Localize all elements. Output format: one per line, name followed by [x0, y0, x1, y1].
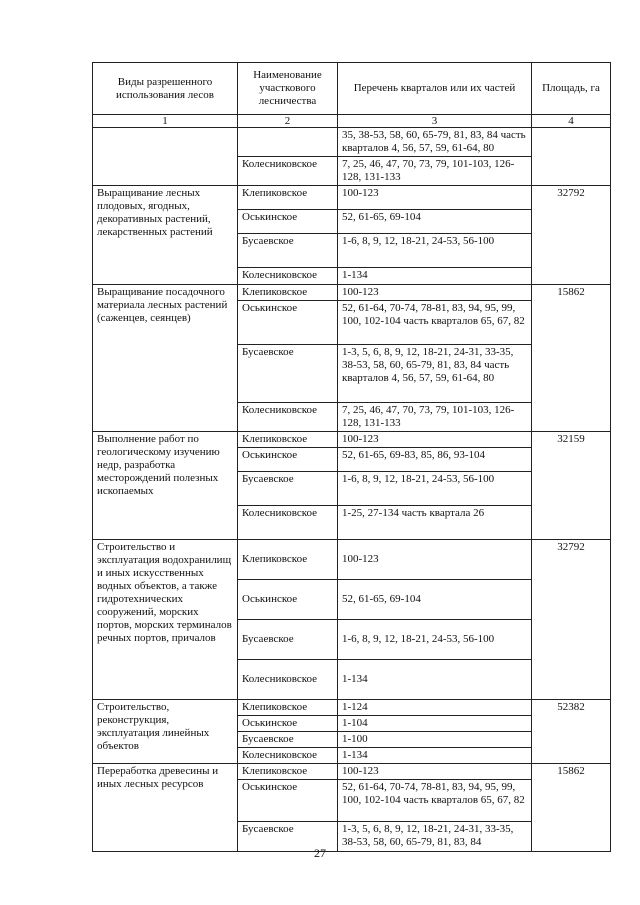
continuation-row: [93, 128, 611, 157]
header-forestry: Наименование участкового лесничества: [238, 63, 338, 115]
area-cell: 32159: [532, 432, 611, 540]
forestry-cell: Клепиковское: [238, 285, 338, 301]
table-row: [93, 186, 611, 210]
quarters-cell: 1-134: [338, 748, 532, 764]
forestry-cell: Оськинское: [238, 580, 338, 620]
quarters-cell: 52, 61-64, 70-74, 78-81, 83, 94, 95, 99, 100, 102-104 часть кварталов 65, 67, 82: [338, 780, 532, 822]
table-row: [93, 285, 611, 301]
continued-use-cell: [93, 128, 238, 186]
quarters-cell: 1-6, 8, 9, 12, 18-21, 24-53, 56-100: [338, 472, 532, 506]
table-row: [93, 700, 611, 716]
use-type-cell: Переработка древесины и иных лесных ресурсов: [93, 764, 238, 852]
table-row: [93, 764, 611, 780]
forestry-cell: Колесниковское: [238, 403, 338, 432]
forestry-cell: Бусаевское: [238, 234, 338, 268]
forestry-cell: Клепиковское: [238, 764, 338, 780]
quarters-cell: 1-134: [338, 660, 532, 700]
continued-area-cell: [532, 128, 611, 186]
use-type-cell: Строительство, реконструкция, эксплуатация линейных объектов: [93, 700, 238, 764]
area-cell: 32792: [532, 186, 611, 285]
table-row: [93, 540, 611, 580]
quarters-cell: 52, 61-65, 69-83, 85, 86, 93-104: [338, 448, 532, 472]
quarters-cell: 1-6, 8, 9, 12, 18-21, 24-53, 56-100: [338, 234, 532, 268]
column-number-row: [93, 115, 611, 128]
header-row: [93, 63, 611, 115]
forestry-cell: Бусаевское: [238, 620, 338, 660]
continued-list-cell: 35, 38-53, 58, 60, 65-79, 81, 83, 84 часть кварталов 4, 56, 57, 59, 61-64, 80: [338, 128, 532, 157]
quarters-cell: 100-123: [338, 764, 532, 780]
forest-use-table: [92, 62, 611, 852]
area-cell: 15862: [532, 764, 611, 852]
forestry-cell: Бусаевское: [238, 345, 338, 403]
quarters-cell: 1-3, 5, 6, 8, 9, 12, 18-21, 24-31, 33-35, 38-53, 58, 60, 65-79, 81, 83, 84 часть кварталов 4, 56, 57, 59, 61-64, 80: [338, 345, 532, 403]
area-cell: 52382: [532, 700, 611, 764]
forestry-cell: Оськинское: [238, 448, 338, 472]
forestry-cell: Бусаевское: [238, 822, 338, 852]
quarters-cell: 100-123: [338, 186, 532, 210]
quarters-cell: 52, 61-65, 69-104: [338, 210, 532, 234]
colnum-4: 4: [532, 115, 611, 128]
quarters-cell: 1-3, 5, 6, 8, 9, 12, 18-21, 24-31, 33-35, 38-53, 58, 60, 65-79, 81, 83, 84: [338, 822, 532, 852]
continued-forest-cell: Колесниковское: [238, 157, 338, 186]
table-row: [93, 432, 611, 448]
forestry-cell: Колесниковское: [238, 268, 338, 285]
quarters-cell: 1-124: [338, 700, 532, 716]
forestry-cell: Клепиковское: [238, 186, 338, 210]
quarters-cell: 1-134: [338, 268, 532, 285]
quarters-cell: 100-123: [338, 285, 532, 301]
forestry-cell: Клепиковское: [238, 700, 338, 716]
colnum-1: 1: [93, 115, 238, 128]
colnum-3: 3: [338, 115, 532, 128]
forestry-cell: Бусаевское: [238, 732, 338, 748]
forestry-cell: Оськинское: [238, 716, 338, 732]
use-type-cell: Выращивание посадочного материала лесных растений (саженцев, сеянцев): [93, 285, 238, 432]
quarters-cell: 1-6, 8, 9, 12, 18-21, 24-53, 56-100: [338, 620, 532, 660]
forestry-cell: Оськинское: [238, 301, 338, 345]
quarters-cell: 52, 61-65, 69-104: [338, 580, 532, 620]
quarters-cell: 100-123: [338, 540, 532, 580]
header-use-type: Виды разрешенного использования лесов: [93, 63, 238, 115]
quarters-cell: 7, 25, 46, 47, 70, 73, 79, 101-103, 126-128, 131-133: [338, 403, 532, 432]
forestry-cell: Клепиковское: [238, 432, 338, 448]
area-cell: 32792: [532, 540, 611, 700]
area-cell: 15862: [532, 285, 611, 432]
use-type-cell: Строительство и эксплуатация водохранилищ и иных искусственных водных объектов, а также гидротехнических сооружений, морских портов, морских терминалов речных портов, причалов: [93, 540, 238, 700]
colnum-2: 2: [238, 115, 338, 128]
forestry-cell: Бусаевское: [238, 472, 338, 506]
quarters-cell: 52, 61-64, 70-74, 78-81, 83, 94, 95, 99, 100, 102-104 часть кварталов 65, 67, 82: [338, 301, 532, 345]
page-number: 27: [314, 846, 326, 860]
forestry-cell: Оськинское: [238, 780, 338, 822]
quarters-cell: 1-25, 27-134 часть квартала 26: [338, 506, 532, 540]
forestry-cell: Клепиковское: [238, 540, 338, 580]
quarters-cell: 100-123: [338, 432, 532, 448]
continued-forest-cell: [238, 128, 338, 157]
forestry-cell: Колесниковское: [238, 660, 338, 700]
use-type-cell: Выращивание лесных плодовых, ягодных, декоративных растений, лекарственных растений: [93, 186, 238, 285]
continued-list-cell: 7, 25, 46, 47, 70, 73, 79, 101-103, 126-128, 131-133: [338, 157, 532, 186]
forestry-cell: Оськинское: [238, 210, 338, 234]
header-quarters: Перечень кварталов или их частей: [338, 63, 532, 115]
quarters-cell: 1-104: [338, 716, 532, 732]
header-area: Площадь, га: [532, 63, 611, 115]
quarters-cell: 1-100: [338, 732, 532, 748]
use-type-cell: Выполнение работ по геологическому изучению недр, разработка месторождений полезных ископаемых: [93, 432, 238, 540]
forestry-cell: Колесниковское: [238, 748, 338, 764]
forestry-cell: Колесниковское: [238, 506, 338, 540]
